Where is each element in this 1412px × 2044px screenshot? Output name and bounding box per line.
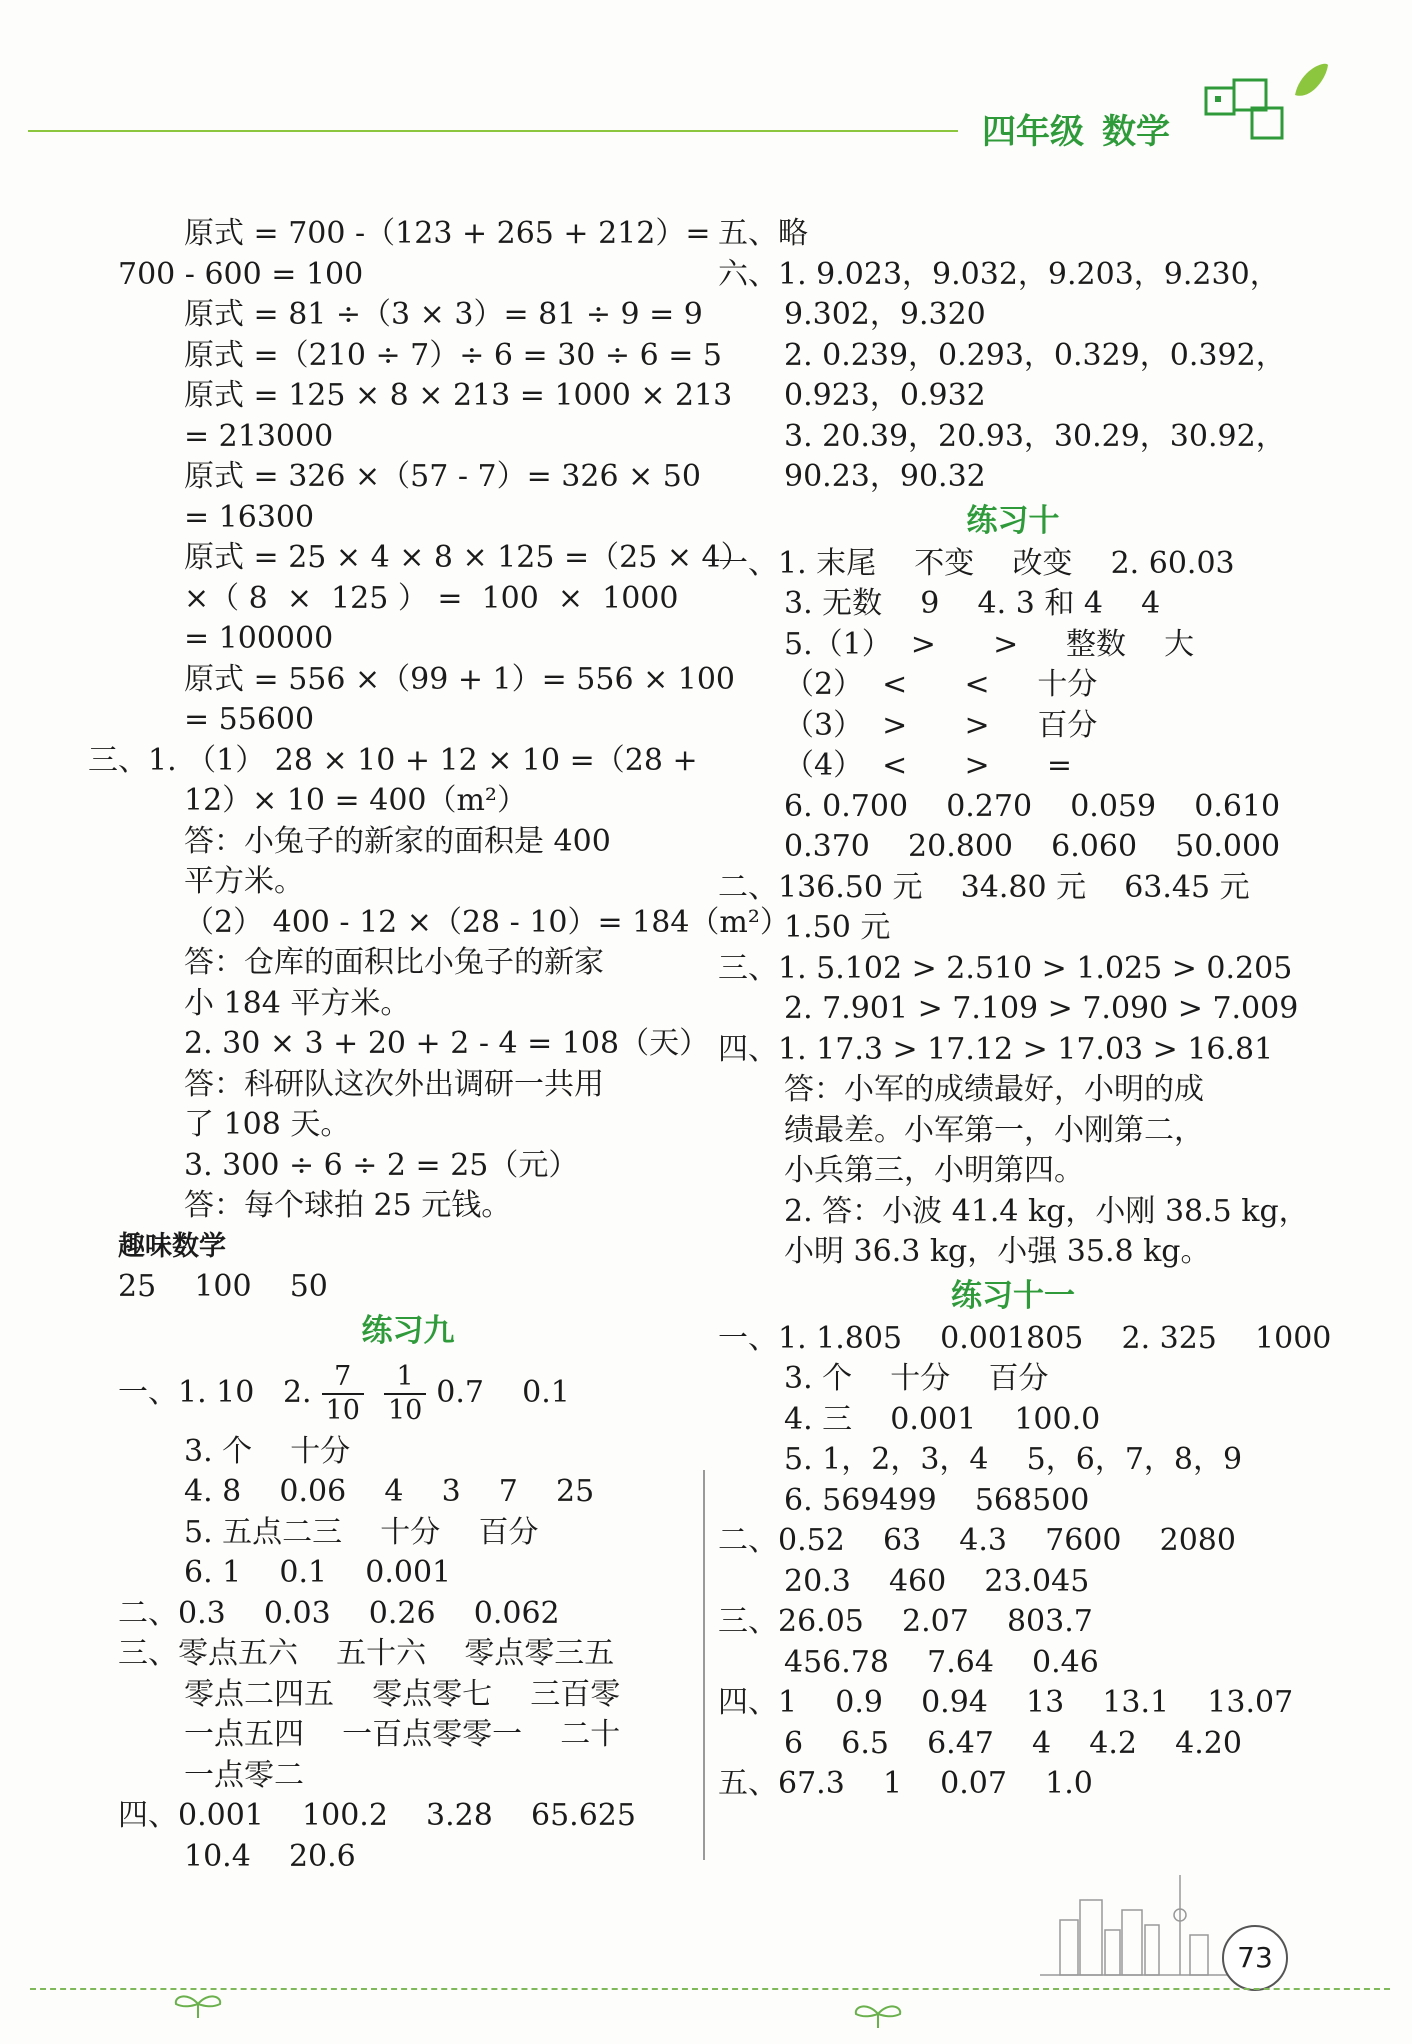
grade-label: 四年级 — [982, 112, 1084, 152]
answer-line: 答：仓库的面积比小兔子的新家 — [184, 945, 604, 980]
fun-math-title: 趣味数学 — [118, 1230, 226, 1262]
answer-line: 绩最差。小军第一，小刚第二， — [784, 1112, 1204, 1148]
header-leaf-logo-icon — [1200, 60, 1330, 155]
answer-line: = 213000 — [184, 418, 334, 454]
exercise9-title: 练习九 — [361, 1312, 455, 1349]
answer-line: 答：每个球拍 25 元钱。 — [184, 1188, 512, 1223]
answer-line: 一、1. 1.805 0.001805 2. 325 1000 — [718, 1320, 1332, 1356]
answer-line: 三、零点五六 五十六 零点零三五 — [118, 1636, 615, 1671]
answer-line: 700 - 600 = 100 — [118, 256, 364, 292]
exercise9-q1-prefix: 一、1. 10 2. — [118, 1374, 312, 1410]
answer-line: 3. 20.39，20.93，30.29，30.92， — [784, 418, 1286, 454]
answer-line: 10.4 20.6 — [184, 1838, 356, 1874]
header-label — [982, 104, 1170, 153]
right-column — [718, 214, 1332, 1805]
answer-line: （2） < < 十分 — [784, 667, 1098, 702]
subject-label: 数学 — [1102, 112, 1170, 152]
fraction-denominator: 10 — [325, 1394, 360, 1426]
answer-line: 四、0.001 100.2 3.28 65.625 — [118, 1798, 636, 1833]
answer-line: 6. 569499 568500 — [784, 1482, 1090, 1518]
answer-line: 9.302，9.320 — [784, 297, 986, 332]
answer-line: （2） 400 - 12 ×（28 - 10）= 184（m²） — [184, 904, 790, 940]
sprout-icon — [850, 2000, 906, 2028]
exercise11-title: 练习十一 — [951, 1277, 1075, 1314]
fraction-denominator: 10 — [387, 1394, 423, 1426]
answer-line: = 16300 — [184, 499, 315, 535]
answer-line: 4. 三 0.001 100.0 — [784, 1401, 1101, 1437]
answer-line: 1.50 元 — [784, 910, 891, 945]
answer-line: 零点二四五 零点零七 三百零 — [184, 1676, 621, 1712]
answer-line: 四、1. 17.3 > 17.12 > 17.03 > 16.81 — [718, 1031, 1274, 1067]
right-top-answers — [718, 214, 1308, 498]
answer-line: 0.370 20.800 6.060 50.000 — [784, 829, 1281, 864]
answer-line: 原式 = 81 ÷（3 × 3）= 81 ÷ 9 = 9 — [184, 297, 703, 332]
answer-line: 原式 = 125 × 8 × 213 = 1000 × 213 — [184, 378, 733, 413]
answer-line: 原式 = 556 ×（99 + 1）= 556 × 100 — [184, 661, 736, 697]
answer-line: 了 108 天。 — [184, 1107, 351, 1142]
exercise11-answers — [718, 1319, 1332, 1805]
answer-line: 5. 五点二三 十分 百分 — [184, 1514, 539, 1550]
answer-line: 90.23，90.32 — [784, 459, 986, 494]
exercise9-answers — [118, 1432, 698, 1878]
fraction-numerator: 1 — [384, 1361, 426, 1395]
answer-line: 平方米。 — [184, 864, 304, 899]
answer-line: 5.（1） > > 整数 大 — [784, 626, 1195, 662]
answer-line: 2. 答：小波 41.4 kg，小刚 38.5 kg， — [784, 1193, 1309, 1229]
answer-line: 五、略 — [718, 216, 808, 251]
answer-line: 一点五四 一百点零零一 二十 — [184, 1717, 621, 1752]
exercise10-title: 练习十 — [966, 502, 1060, 539]
exercise9-q1 — [118, 1354, 698, 1432]
column-divider — [703, 1470, 705, 1860]
answer-line: 原式 =（210 ÷ 7）÷ 6 = 30 ÷ 6 = 5 — [184, 337, 722, 373]
answer-line: （3） > > 百分 — [784, 707, 1098, 743]
answer-line: 三、1. 5.102 > 2.510 > 1.025 > 0.205 — [718, 950, 1293, 986]
answer-line: 原式 = 700 -（123 + 265 + 212）= — [184, 216, 711, 251]
page-number: 73 — [1222, 1925, 1288, 1991]
answer-line: 小 184 平方米。 — [184, 985, 411, 1021]
fun-math-answer: 25 100 50 — [118, 1269, 328, 1304]
answer-line: 6 6.5 6.47 4 4.2 4.20 — [784, 1725, 1242, 1761]
answer-line: 六、1. 9.023，9.032，9.203，9.230， — [718, 256, 1280, 292]
answer-line: = 55600 — [184, 702, 315, 737]
answer-line: 答：科研队这次外出调研一共用 — [184, 1066, 604, 1102]
answer-line: 答：小兔子的新家的面积是 400 — [184, 823, 611, 859]
answer-line: 2. 0.239，0.293，0.329，0.392， — [784, 337, 1286, 373]
answer-line: 五、67.3 1 0.07 1.0 — [718, 1766, 1093, 1801]
answer-line: 原式 = 326 ×（57 - 7）= 326 × 50 — [184, 459, 701, 494]
answer-line: 12）× 10 = 400（m²） — [184, 783, 527, 818]
answer-line: 小明 36.3 kg，小强 35.8 kg。 — [784, 1234, 1211, 1269]
answer-line: 6. 0.700 0.270 0.059 0.610 — [784, 788, 1281, 824]
answer-line: 3. 个 十分 — [184, 1433, 351, 1469]
answer-line: 20.3 460 23.045 — [784, 1563, 1090, 1599]
answer-line: （4） < > = — [784, 748, 1073, 783]
answer-line: 3. 300 ÷ 6 ÷ 2 = 25（元） — [184, 1147, 579, 1183]
footer-rule — [30, 1988, 1390, 1992]
answer-line: 小兵第三，小明第四。 — [784, 1153, 1084, 1188]
answer-line: 一、1. 末尾 不变 改变 2. 60.03 — [718, 545, 1235, 581]
answer-line: = 100000 — [184, 621, 334, 656]
answer-line: 3. 个 十分 百分 — [784, 1361, 1049, 1396]
answer-line: 二、136.50 元 34.80 元 63.45 元 — [718, 869, 1250, 905]
answer-line: 答：小军的成绩最好，小明的成 — [784, 1072, 1204, 1107]
answer-line: 3. 无数 9 4. 3 和 4 4 — [784, 586, 1161, 621]
answer-line: 二、0.3 0.03 0.26 0.062 — [118, 1595, 560, 1631]
fraction-numerator: 7 — [322, 1361, 364, 1395]
fraction-7-10 — [322, 1361, 364, 1427]
answer-line: 2. 30 × 3 + 20 + 2 - 4 = 108（天） — [184, 1026, 710, 1061]
answer-line: 0.923，0.932 — [784, 378, 986, 413]
exercise10-answers — [718, 544, 1308, 1273]
answer-line: 二、0.52 63 4.3 7600 2080 — [718, 1523, 1236, 1558]
sprout-icon — [170, 1990, 226, 2018]
answer-line: 6. 1 0.1 0.001 — [184, 1555, 452, 1590]
answer-line: 一点零二 — [184, 1757, 304, 1793]
exercise9-q1-suffix: 0.7 0.1 — [436, 1374, 570, 1410]
answer-line: 四、1 0.9 0.94 13 13.1 13.07 — [718, 1685, 1294, 1720]
answer-line: 2. 7.901 > 7.109 > 7.090 > 7.009 — [784, 991, 1299, 1026]
answer-line: 4. 8 0.06 4 3 7 25 — [184, 1474, 595, 1509]
answer-line: 456.78 7.64 0.46 — [784, 1644, 1099, 1680]
answer-line: 原式 = 25 × 4 × 8 × 125 =（25 × 4） — [184, 540, 751, 575]
fraction-1-10 — [384, 1361, 426, 1427]
header-rule — [28, 130, 958, 132]
answer-line: ×（ 8 × 125 ） = 100 × 1000 — [184, 580, 679, 616]
answer-line: 5. 1，2，3，4 5，6，7，8，9 — [784, 1442, 1243, 1477]
answer-line: 三、26.05 2.07 803.7 — [718, 1604, 1093, 1639]
answer-line: 三、1. （1） 28 × 10 + 12 × 10 =（28 + — [88, 742, 698, 778]
